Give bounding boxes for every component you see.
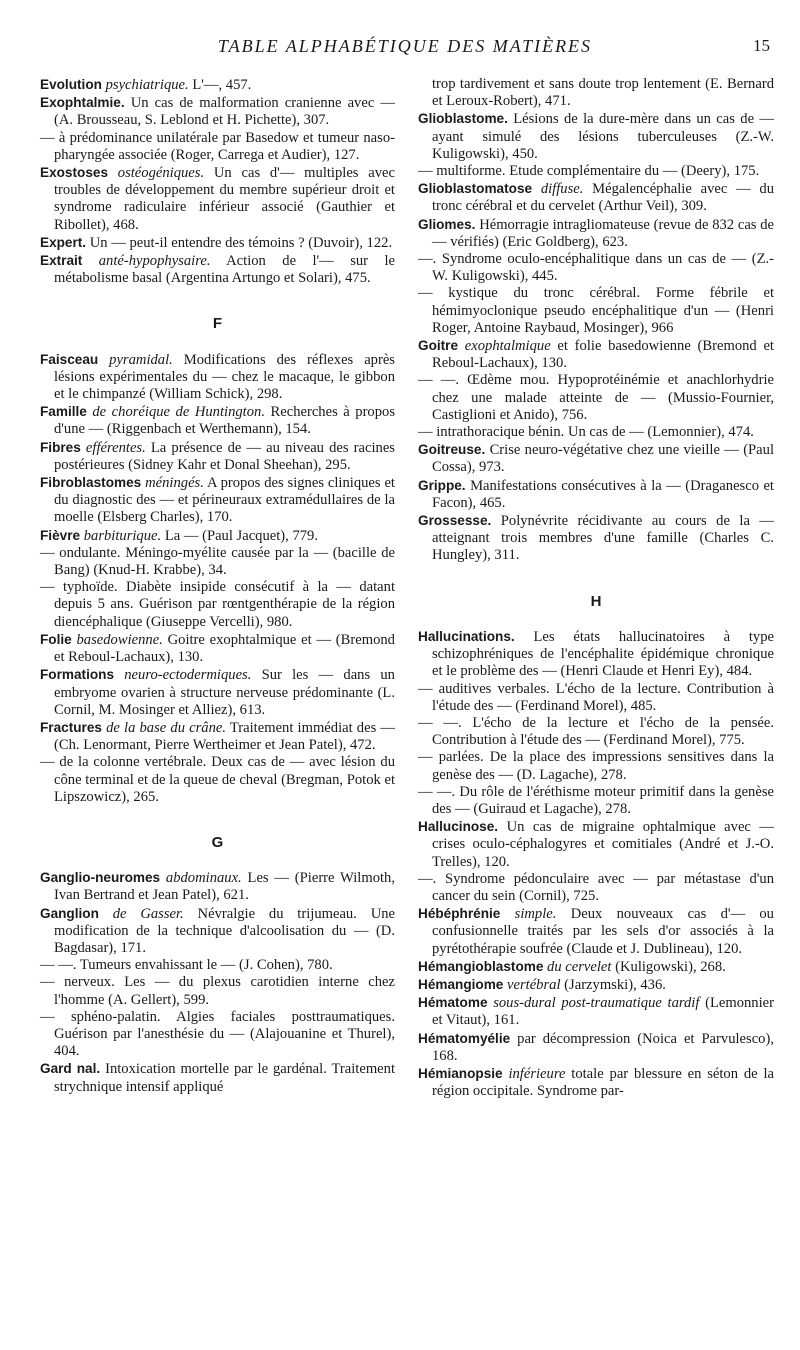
entry-qualifier: de Gasser. xyxy=(112,905,184,922)
index-entry xyxy=(418,110,774,163)
entry-headword: Hallucinose. xyxy=(418,819,499,835)
entry-headword: Expert. xyxy=(40,234,87,250)
entry-qualifier: inférieure xyxy=(508,1065,566,1082)
entry-qualifier: simple. xyxy=(514,906,557,923)
entry-headword: Famille xyxy=(40,404,87,420)
index-entry xyxy=(40,1009,395,1061)
entry-qualifier: de choréique de Huntington. xyxy=(92,404,265,421)
entry-text: La présence de — au niveau des racines postérieures (Sidney Kahr et Donal Sheehan), 295. xyxy=(54,439,395,473)
entry-text: —. Syndrome pédonculaire avec — par métastase d'un cancer du sein (Cornil), 725. xyxy=(418,870,774,904)
entry-text: — parlées. De la place des impressions sensitives dans la genèse des — (D. Lagache), 278. xyxy=(418,749,774,783)
entry-text: Névralgie du trijumeau. Une modification de la technique d'alcoolisation du — (D. Bagdasar), 171. xyxy=(54,905,396,956)
entry-headword: Ganglio-neuromes xyxy=(40,870,161,886)
index-entry xyxy=(40,234,395,252)
entry-text: — —. Œdème mou. Hypoprotéinémie et anachlorhydrie chez une malade atteinte de — (Mussio-Fournier, Castiglioni et Anido), 756. xyxy=(418,372,774,423)
page-number: 15 xyxy=(753,36,770,55)
entry-headword: Glioblastome. xyxy=(418,111,508,127)
entry-qualifier: méningés. xyxy=(145,475,204,492)
index-entry xyxy=(418,1030,774,1065)
index-entry xyxy=(418,512,774,565)
entry-qualifier: efférentes. xyxy=(85,439,146,456)
entry-headword: Hématomyélie xyxy=(418,1030,511,1046)
entry-qualifier: de la base du crâne. xyxy=(106,719,227,736)
entry-headword: Goitre xyxy=(418,338,459,354)
index-entry xyxy=(418,784,774,818)
index-entry xyxy=(418,163,774,180)
entry-text: — —. L'écho de la lecture et l'écho de la pensée. Contribution à l'étude des — (Ferdinand Morel), 775. xyxy=(418,714,774,749)
entry-text: totale par blessure en séton de la région occipitale. Syndrome par- xyxy=(432,1065,774,1100)
entry-qualifier: neuro-ectodermiques. xyxy=(124,667,252,684)
entry-headword: Fibres xyxy=(40,439,81,455)
entry-text: Un — peut-il entendre des témoins ? (Duvoir), 122. xyxy=(89,234,393,251)
entry-text: — nerveux. Les — du plexus carotidien interne chez l'homme (A. Gellert), 599. xyxy=(40,974,395,1008)
entry-text: — de la colonne vertébrale. Deux cas de — avec lésion du cône terminal et de la queue de cheval (Bregman, Potok et Lipszowicz), 265. xyxy=(40,754,395,805)
entry-qualifier: exophtalmique xyxy=(464,338,551,355)
index-entry xyxy=(40,631,395,666)
index-entry xyxy=(418,441,774,476)
entry-text: (Lemonnier et Vitaut), 161. xyxy=(432,995,774,1029)
entry-text: Un cas de migraine ophtalmique avec — crises oculo-céphalogyres et comitiales (André et J.-O. Trelles), 120. xyxy=(432,819,774,870)
index-entry xyxy=(40,164,395,234)
entry-headword: Goitreuse. xyxy=(418,442,486,458)
index-entry xyxy=(418,994,774,1029)
running-title: TABLE ALPHABÉTIQUE DES MATIÈRES xyxy=(217,36,593,56)
entry-qualifier: barbiturique. xyxy=(83,527,162,544)
index-entry xyxy=(40,579,395,631)
entry-text: Goitre exophtalmique et — (Bremond et Reboul-Lachaux), 130. xyxy=(54,631,395,666)
index-entry xyxy=(418,628,774,681)
index-entry xyxy=(418,372,774,424)
entry-text: Action de l'— sur le métabolisme basal (Argentina Artungo et Solari), 475. xyxy=(54,253,396,287)
entry-text: (Jarzymski), 436. xyxy=(564,976,666,993)
index-entry xyxy=(418,180,774,215)
entry-headword: Grossesse. xyxy=(418,513,492,529)
entry-text: — à prédominance unilatérale par Basedow et tumeur naso-pharyngée associée (Roger, Carrega et Audier), 127. xyxy=(40,129,395,163)
entry-qualifier: ostéogéniques. xyxy=(117,165,205,182)
entry-text: Modifications des réflexes après lésions expérimentales du — chez le macaque, le gibbon et le chimpanzé (William Schick), 298. xyxy=(54,351,395,403)
index-entry xyxy=(40,76,395,94)
index-entry xyxy=(418,818,774,871)
right-column xyxy=(418,76,774,1100)
entry-headword: Fractures xyxy=(40,719,102,735)
entry-text: — auditives verbales. L'écho de la lecture. Contribution à l'étude des — (Ferdinand Morel), 485. xyxy=(418,680,774,714)
index-entry xyxy=(40,130,395,164)
entry-headword: Hématome xyxy=(418,995,488,1011)
entry-text: La — (Paul Jacquet), 779. xyxy=(164,527,319,544)
entry-text: Crise neuro-végétative chez une vieille — (Paul Cossa), 973. xyxy=(432,442,774,476)
entry-headword: Glioblastomatose xyxy=(418,181,533,197)
index-entry xyxy=(418,477,774,512)
entry-qualifier: abdominaux. xyxy=(165,870,242,887)
entry-headword: Evolution xyxy=(40,77,102,92)
entry-qualifier: pyramidal. xyxy=(109,351,173,368)
entry-headword: Hémangioblastome xyxy=(418,958,544,974)
entry-text: Sur les — dans un embryome ovarien à structure nerveuse prédominante (L. Cornil, M. Mosinger et Alliez), 613. xyxy=(54,667,395,718)
entry-text: Mégalencéphalie avec — du tronc cérébral et du cervelet (Arthur Veil), 309. xyxy=(432,181,775,215)
index-entry xyxy=(40,719,395,754)
left-column xyxy=(40,76,395,1096)
index-entry xyxy=(40,666,395,719)
page-header xyxy=(40,36,770,60)
index-entry xyxy=(418,251,774,285)
entry-headword: Grippe. xyxy=(418,477,466,493)
index-entry xyxy=(40,439,395,474)
entry-headword: Exophtalmie. xyxy=(40,95,125,111)
index-entry xyxy=(418,424,774,441)
index-entry xyxy=(40,545,395,579)
section-letter: G xyxy=(211,833,224,851)
entry-text: A propos des signes cliniques et du diagnostic des — et périneuraux extramédullaires de la moelle (Elsberg Charles), 170. xyxy=(54,475,395,526)
index-entry xyxy=(418,958,774,976)
index-entry xyxy=(40,527,395,545)
entry-text: — —. Tumeurs envahissant le — (J. Cohen), 780. xyxy=(40,957,333,974)
entry-text: L'—, 457. xyxy=(192,77,252,93)
entry-text: Un cas de malformation cranienne avec — (A. Brousseau, S. Leblond et H. Pichette), 307. xyxy=(54,95,396,129)
entry-text: — sphéno-palatin. Algies faciales posttraumatiques. Guérison par l'anesthésie du — (Alajouanine et Thurel), 404. xyxy=(40,1008,395,1060)
entry-headword: Fièvre xyxy=(40,527,81,543)
entry-headword: Gard nal. xyxy=(40,1061,101,1077)
entry-qualifier: anté-hypophysaire. xyxy=(98,253,211,270)
entry-text: Manifestations consécutives à la — (Draganesco et Facon), 465. xyxy=(432,477,774,511)
entry-text: — intrathoracique bénin. Un cas de — (Lemonnier), 474. xyxy=(418,424,754,441)
entry-headword: Ganglion xyxy=(40,905,99,921)
index-entry xyxy=(418,1065,774,1100)
entry-text: Lésions de la dure-mère dans un cas de — ayant simulé des lésions tuberculeuses (Z.-W. Kuligowski), 450. xyxy=(432,111,774,162)
entry-text: — —. Du rôle de l'éréthisme moteur primitif dans la genèse des — (Guiraud et Lagache), 278. xyxy=(418,783,774,817)
entry-headword: Fibroblastomes xyxy=(40,475,142,491)
entry-headword: Folie xyxy=(40,631,72,647)
entry-text: —. Syndrome oculo-encéphalitique dans un cas de — (Z.-W. Kuligowski), 445. xyxy=(418,251,774,285)
entry-text: trop tardivement et sans doute trop lentement (E. Bernard et Leroux-Robert), 471. xyxy=(432,76,774,110)
entry-text: Traitement immédiat des — (Ch. Lenormant, Pierre Wertheimer et Jean Patel), 472. xyxy=(54,719,395,754)
index-entry xyxy=(40,974,395,1008)
index-entry xyxy=(418,871,774,905)
index-entry xyxy=(40,252,395,287)
entry-qualifier: vertébral xyxy=(507,976,561,993)
entry-text: Deux nouveaux cas d'— ou confusionnelle traités par les sels d'or associés à la pyrétothérapie soufrée (Claude et J. Dublineau), 120. xyxy=(432,906,774,957)
entry-text: Recherches à propos d'une — (Riggenbach et Werthemann), 154. xyxy=(54,404,395,438)
entry-qualifier: psychiatrique. xyxy=(105,77,189,93)
entry-headword: Exostoses xyxy=(40,165,109,181)
index-entry xyxy=(40,957,395,974)
entry-text: Hémorragie intragliomateuse (revue de 832 cas de — vérifiés) (Eric Goldberg), 623. xyxy=(432,216,775,250)
entry-text: Intoxication mortelle par le gardénal. Traitement strychnique intensif appliqué xyxy=(54,1061,395,1095)
index-entry xyxy=(418,337,774,372)
entry-text: — multiforme. Etude complémentaire du — (Deery), 175. xyxy=(418,163,760,180)
entry-headword: Gliomes. xyxy=(418,216,476,232)
entry-text: Polynévrite récidivante au cours de la — atteignant trois membres d'une famille (Charles C. Hungley), 311. xyxy=(432,513,774,564)
entry-text: Les états hallucinatoires à type schizophréniques de l'encéphalite épidémique chronique et le problème des — (Henri Claude et Henri Ey), 484. xyxy=(432,628,774,680)
index-entry xyxy=(40,403,395,438)
entry-qualifier: du cervelet xyxy=(547,958,612,975)
section-letter: H xyxy=(590,592,602,610)
index-entry xyxy=(418,976,774,994)
entry-headword: Hémangiome xyxy=(418,976,504,992)
index-entry xyxy=(418,76,774,110)
entry-headword: Formations xyxy=(40,667,115,683)
entry-qualifier: diffuse. xyxy=(540,181,584,198)
entry-text: — kystique du tronc cérébral. Forme fébrile et hémimyoclonique pseudo encéphalitique d'un — (Henri Roger, Antoine Raybaud, Mosinger), 966 xyxy=(418,285,774,336)
entry-text: Un cas d'— multiples avec troubles de développement du membre supérieur droit et syndrome radiculaire inférieur associé (Gauthier et Ribollet), 468. xyxy=(54,165,395,233)
entry-text: — typhoïde. Diabète insipide consécutif à la — datant depuis 5 ans. Guérison par rœntgenthérapie de la région diencéphalique (Giuseppe Vercelli), 980. xyxy=(40,579,395,630)
index-entry xyxy=(40,94,395,129)
index-entry xyxy=(40,905,395,958)
entry-headword: Hébéphrénie xyxy=(418,906,501,922)
entry-text: Les — (Pierre Wilmoth, Ivan Bertrand et Jean Patel), 621. xyxy=(54,870,395,904)
index-entry xyxy=(418,285,774,337)
entry-text: et folie basedowienne (Bremond et Reboul-Lachaux), 130. xyxy=(432,338,774,372)
index-entry xyxy=(418,216,774,251)
index-entry xyxy=(418,749,774,783)
index-entry xyxy=(418,681,774,715)
entry-qualifier: basedowienne. xyxy=(76,631,163,648)
index-entry xyxy=(418,905,774,958)
index-entry xyxy=(40,1060,395,1095)
index-entry xyxy=(40,754,395,806)
entry-headword: Hémianopsie xyxy=(418,1065,503,1081)
index-entry xyxy=(40,869,395,904)
entry-headword: Hallucinations. xyxy=(418,628,515,644)
section-letter: F xyxy=(212,315,223,333)
entry-text: — ondulante. Méningo-myélite causée par la — (bacille de Bang) (Knud-H. Krabbe), 34. xyxy=(40,544,395,579)
index-entry xyxy=(418,715,774,749)
entry-text: par décompression (Noica et Parvulesco), 168. xyxy=(432,1030,774,1064)
index-entry xyxy=(40,351,395,404)
index-entry xyxy=(40,474,395,527)
entry-headword: Extrait xyxy=(40,253,83,269)
entry-qualifier: sous-dural post-traumatique tardif xyxy=(493,995,700,1012)
entry-headword: Faisceau xyxy=(40,351,99,367)
entry-text: (Kuligowski), 268. xyxy=(615,958,726,975)
